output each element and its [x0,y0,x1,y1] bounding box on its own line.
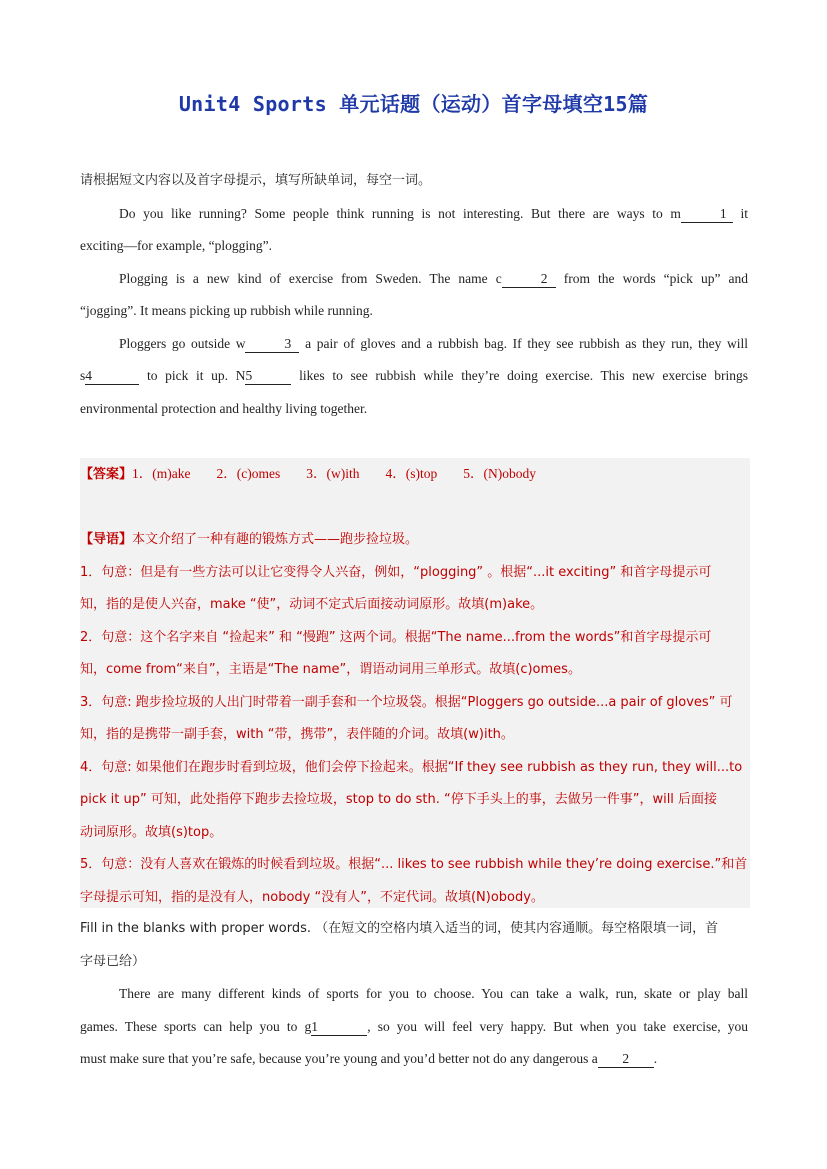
text: s [80,368,86,383]
instruction: 字母已给） [80,953,146,969]
text: , so you will feel very happy. But when you take exercise, you [367,1018,748,1034]
passage-line: environmental protection and healthy living together. [80,400,368,416]
answer-item: 3．(w)ith [306,466,360,481]
passage-line: exciting—for example, “plogging”. [80,238,272,253]
answer-label: 【答案】 [80,467,133,482]
explanation-line: 5．句意：没有人喜欢在锻炼的时候看到垃圾。根据“... likes to see rubbish while they’re doing exercise.”和首 [80,857,748,872]
instruction: Fill in the blanks with proper words. （在短文的空格内填入适当的词，使其内容通顺。每空格限填一词，首 [80,921,719,936]
answer-item: 2．(c)omes [216,466,281,481]
blank-1[interactable]: 1 [681,206,733,223]
guide-text: 本文介绍了一种有趣的锻炼方式——跑步捡垃圾。 [132,532,419,547]
text: Plogging is a new kind of exercise from Sweden. The name c [119,270,502,286]
explanation-line: pick it up” 可知，此处指停下跑步去捡垃圾，stop to do sth. “停下手头上的事，去做另一件事”，will 后面接 [80,792,718,807]
explanation-line: 知，指的是使人兴奋，make “使”，动词不定式后面接动词原形。故填(m)ake。 [80,597,544,612]
passage-line [80,1043,748,1076]
explanation-line: 1．句意：但是有一些方法可以让它变得令人兴奋，例如，“plogging” 。根据“...it exciting” 和首字母提示可 [80,564,712,580]
blank-4[interactable]: 4 [85,368,139,385]
instruction: 请根据短文内容以及首字母提示，填写所缺单词，每空一词。 [80,173,432,188]
text: it [740,205,749,221]
passage-line [80,328,748,361]
blank-5[interactable]: 5 [245,368,291,385]
text: Ploggers go outside w [119,335,246,351]
explanation-line: 2．句意：这个名字来自 “捡起来” 和 “慢跑” 这两个词。根据“The name...from the words”和首字母提示可 [80,629,712,645]
answer-panel [80,458,750,908]
explanation-line: 动词原形。故填(s)top。 [80,824,223,840]
passage-line [80,198,748,231]
passage-line [80,1011,748,1044]
text: games. These sports can help you to g [80,1018,312,1034]
answer-item: 4．(s)top [385,466,438,481]
passage-2 [80,913,748,1076]
answer-item: 1．(m)ake [132,466,191,481]
answer-item: 5．(N)obody [463,466,536,481]
passage-line: “jogging”. It means picking up rubbish while running. [80,303,373,318]
blank-1[interactable]: 1 [311,1019,367,1036]
blank-3[interactable]: 3 [245,336,299,353]
text: from the words “pick up” and [563,270,748,286]
guide-label: 【导语】 [80,532,133,547]
page-title: Unit4 Sports 单元话题（运动）首字母填空15篇 [178,92,649,116]
blank-2[interactable]: 2 [598,1051,654,1068]
explanation-line: 字母提示可知，指的是没有人，nobody “没有人”，不定代词。故填(N)obody。 [80,889,544,905]
passage-line: There are many different kinds of sports for you to choose. You can take a walk, run, skate or play ball [119,986,748,1001]
text: a pair of gloves and a rubbish bag. If they see rubbish as they run, they will [305,335,748,351]
text: to pick it up. N [146,368,246,383]
explanation-line: 知，come from“来自”，主语是“The name”，谓语动词用三单形式。故填(c)omes。 [80,662,581,677]
blank-2[interactable]: 2 [502,271,556,288]
text: . [653,1051,658,1066]
text: Do you like running? Some people think running is not interesting. But there are ways to m [119,205,681,221]
explanation-line: 3．句意: 跑步捡垃圾的人出门时带着一副手套和一个垃圾袋。根据“Ploggers go outside...a pair of gloves” 可 [80,694,733,710]
guide-intro [80,524,750,557]
spacer [80,492,750,525]
text: must make sure that you’re safe, because you’re young and you’d better not do any dangerous a [80,1051,598,1066]
answer-line [80,458,750,492]
explanation-line: 4．句意: 如果他们在跑步时看到垃圾，他们会停下捡起来。根据“If they see rubbish as they run, they will...to [80,759,743,775]
text: likes to see rubbish while they’re doing exercise. This new exercise brings [299,368,749,383]
passage-1 [80,165,748,425]
passage-line [80,263,748,296]
explanation-line: 知，指的是携带一副手套，with “带，携带”，表伴随的介词。故填(w)ith。 [80,727,514,742]
passage-line [80,360,748,393]
